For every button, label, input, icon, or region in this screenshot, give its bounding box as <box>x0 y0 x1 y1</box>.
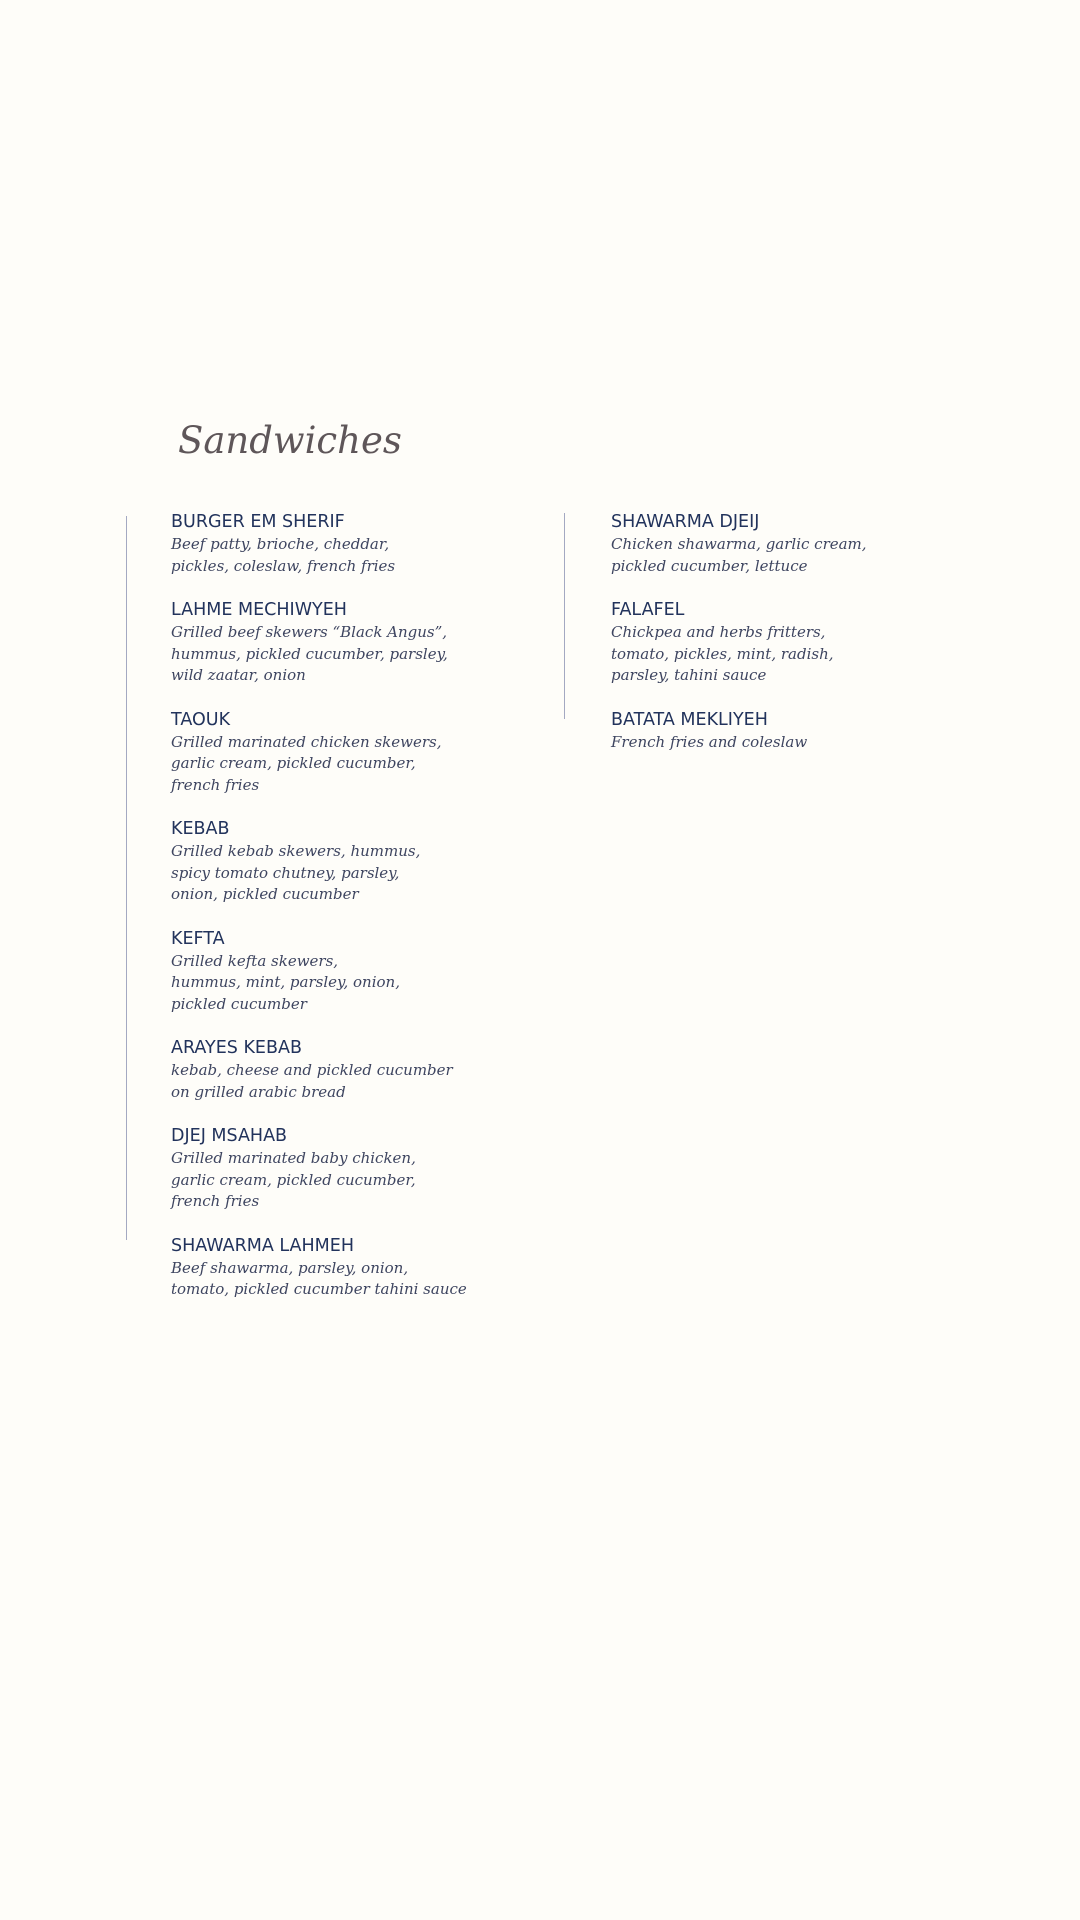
menu-item-description: Beef patty, brioche, cheddar, pickles, coleslaw, french fries <box>171 535 396 575</box>
menu-item-name: SHAWARMA LAHMEH <box>171 1235 354 1256</box>
menu-item-name: DJEJ MSAHAB <box>171 1126 288 1146</box>
menu-item-description: Chicken shawarma, garlic cream, pickled cucumber, lettuce <box>611 535 867 575</box>
menu-item-description: Grilled kefta skewers, hummus, mint, parsley, onion, pickled cucumber <box>171 951 400 1013</box>
menu-item <box>611 598 867 687</box>
menu-item <box>171 1234 467 1301</box>
menu-item <box>611 510 867 577</box>
menu-column-right <box>611 510 867 774</box>
menu-item-description: Grilled marinated baby chicken, garlic cream, pickled cucumber, french fries <box>171 1149 416 1210</box>
menu-item-name: BURGER EM SHERIF <box>171 512 345 532</box>
menu-item <box>171 1124 467 1213</box>
menu-column-left <box>171 510 467 1322</box>
menu-item-description: Chickpea and herbs fritters, tomato, pickles, mint, radish, parsley, tahini sauce <box>611 623 834 684</box>
menu-item <box>171 927 467 1016</box>
menu-item-description: French fries and coleslaw <box>611 732 808 751</box>
left-column-divider <box>126 516 127 1240</box>
menu-item-description: Grilled beef skewers “Black Angus”, hummus, pickled cucumber, parsley, wild zaatar, onion <box>171 623 448 684</box>
menu-item <box>611 708 867 754</box>
menu-item-name: LAHME MECHIWYEH <box>171 600 347 620</box>
right-column-divider <box>564 513 565 719</box>
menu-item-name: BATATA MEKLIYEH <box>611 709 768 730</box>
menu-item <box>171 708 467 797</box>
menu-item <box>171 598 467 687</box>
menu-item-name: KEBAB <box>171 819 230 839</box>
menu-item-name: ARAYES KEBAB <box>171 1038 302 1058</box>
menu-item-description: Grilled kebab skewers, hummus, spicy tomato chutney, parsley, onion, pickled cucumber <box>171 842 421 903</box>
menu-item-name: FALAFEL <box>611 600 685 620</box>
menu-item <box>171 510 467 577</box>
menu-item-name: KEFTA <box>171 928 225 949</box>
page-title: Sandwiches <box>178 419 402 462</box>
menu-item-name: TAOUK <box>171 709 231 730</box>
menu-item-name: SHAWARMA DJEIJ <box>611 512 760 532</box>
menu-item-description: Beef shawarma, parsley, onion, tomato, pickled cucumber tahini sauce <box>171 1258 467 1298</box>
menu-item-description: Grilled marinated chicken skewers, garlic cream, pickled cucumber, french fries <box>171 732 442 794</box>
menu-item <box>171 1036 467 1103</box>
menu-item-description: kebab, cheese and pickled cucumber on grilled arabic bread <box>171 1061 453 1101</box>
menu-item <box>171 817 467 906</box>
